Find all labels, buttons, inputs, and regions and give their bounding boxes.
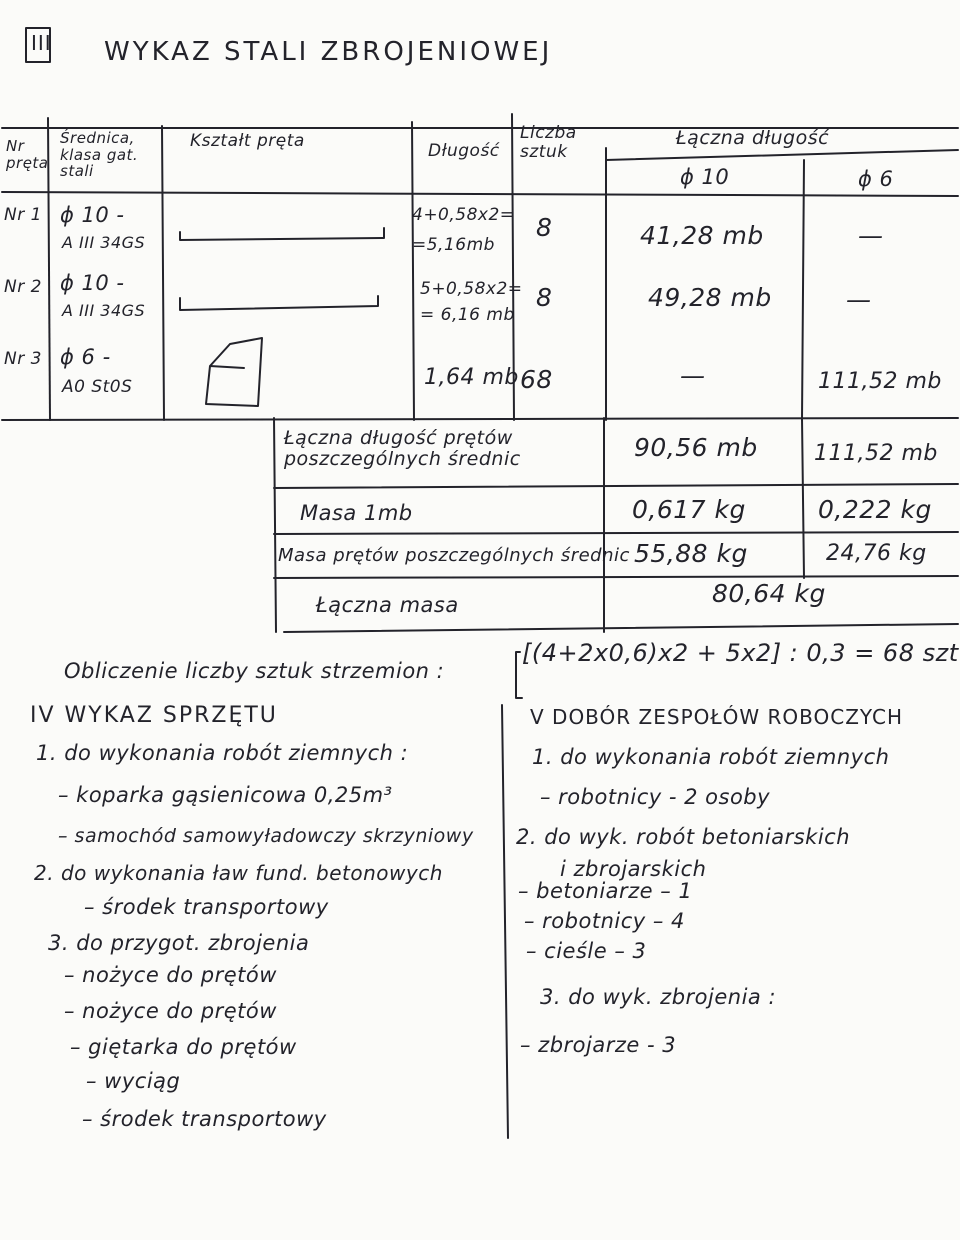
summary-total-length-label: Łączna długość prętów poszczególnych średnic: [284, 427, 521, 470]
summary-mass-phi10: 55,88 kg: [634, 539, 748, 568]
section-iv-item: – samochód samowyładowczy skrzyniowy: [58, 825, 474, 847]
summary-mass-phi6: 24,76 kg: [826, 541, 927, 566]
section-iv-item: – nożyce do prętów: [64, 999, 277, 1023]
row2-length-calc: 5+0,58x2=: [420, 279, 523, 299]
section-iv-title: IV WYKAZ SPRZĘTU: [30, 703, 278, 728]
section-v-item: – robotnicy – 4: [524, 909, 685, 933]
header-phi10: ϕ 10: [680, 165, 730, 189]
page-title: WYKAZ STALI ZBROJENIOWEJ: [104, 37, 553, 67]
row3-length: 1,64 mb: [424, 365, 519, 390]
total-mass-label: Łączna masa: [316, 593, 459, 617]
row3-phi10: —: [680, 361, 706, 390]
section-v-item: i zbrojarskich: [560, 857, 707, 881]
header-total-length: Łączna długość: [676, 127, 830, 149]
row2-phi10: 49,28 mb: [648, 283, 772, 312]
row3-diameter: ϕ 6 -: [60, 345, 111, 369]
row3-phi6: 111,52 mb: [818, 369, 942, 394]
row1-length-calc: 4+0,58x2=: [412, 205, 515, 225]
section-iv-item: – środek transportowy: [84, 895, 329, 919]
stirrup-calc-label: Obliczenie liczby sztuk strzemion :: [64, 659, 445, 683]
row3-steel-class: A0 St0S: [62, 377, 133, 397]
section-iv-item: – nożyce do prętów: [64, 963, 277, 987]
section-v-item: – zbrojarze - 3: [520, 1033, 677, 1057]
section-iv-item: 1. do wykonania robót ziemnych :: [36, 741, 409, 765]
section-iv-item: – wyciąg: [86, 1069, 181, 1093]
row3-count: 68: [520, 365, 553, 394]
bar-shape-1: [180, 228, 384, 240]
section-v-item: 1. do wykonania robót ziemnych: [532, 745, 890, 769]
row1-steel-class: A III 34GS: [62, 233, 146, 252]
summary-mass-per-m-phi6: 0,222 kg: [818, 495, 932, 524]
summary-total-length-phi6: 111,52 mb: [814, 441, 938, 466]
stirrup-calc-formula: [(4+2x0,6)x2 + 5x2] : 0,3 = 68 szt: [522, 639, 959, 667]
stirrup-shape: [206, 338, 262, 406]
summary-mass-per-m-phi10: 0,617 kg: [632, 495, 746, 524]
summary-total-length-phi10: 90,56 mb: [634, 433, 758, 462]
section-iv-item: – środek transportowy: [82, 1107, 327, 1131]
summary-mass-label: Masa prętów poszczególnych średnic: [278, 545, 630, 566]
total-mass-value: 80,64 kg: [712, 579, 826, 608]
section-v-item: – betoniarze – 1: [518, 879, 693, 903]
header-phi6: ϕ 6: [858, 167, 894, 191]
header-count: Liczba sztuk: [520, 123, 577, 162]
section-number: III: [31, 31, 52, 55]
row2-diameter: ϕ 10 -: [60, 271, 125, 295]
row1-nr: Nr 1: [4, 205, 42, 225]
section-iv-item: 2. do wykonania ław fund. betonowych: [34, 861, 443, 885]
header-shape: Kształt pręta: [190, 131, 305, 151]
row1-length: =5,16mb: [412, 235, 495, 255]
row1-phi10: 41,28 mb: [640, 221, 764, 250]
row1-count: 8: [536, 213, 553, 242]
section-iv-item: – giętarka do prętów: [70, 1035, 297, 1059]
section-v-item: – robotnicy - 2 osoby: [540, 785, 771, 809]
row1-diameter: ϕ 10 -: [60, 203, 125, 227]
row1-phi6: —: [858, 221, 884, 250]
section-v-title: V DOBÓR ZESPOŁÓW ROBOCZYCH: [530, 705, 904, 729]
row2-phi6: —: [846, 285, 872, 314]
row2-length: = 6,16 mb: [420, 305, 515, 325]
row2-steel-class: A III 34GS: [62, 301, 146, 320]
bar-shape-2: [180, 296, 378, 310]
row3-nr: Nr 3: [4, 349, 42, 369]
header-nr: Nr pręta: [6, 137, 49, 172]
section-v-item: 2. do wyk. robót betoniarskich: [516, 825, 851, 849]
summary-mass-per-m-label: Masa 1mb: [300, 501, 413, 525]
section-v-item: – cieśle – 3: [526, 939, 647, 963]
header-length: Długość: [428, 141, 500, 161]
section-v-item: 3. do wyk. zbrojenia :: [540, 985, 777, 1009]
section-iv-item: – koparka gąsienicowa 0,25m³: [58, 783, 393, 807]
header-diameter: Średnica, klasa gat. stali: [60, 129, 139, 180]
section-iv-item: 3. do przygot. zbrojenia: [48, 931, 310, 955]
row2-nr: Nr 2: [4, 277, 42, 297]
row2-count: 8: [536, 283, 553, 312]
